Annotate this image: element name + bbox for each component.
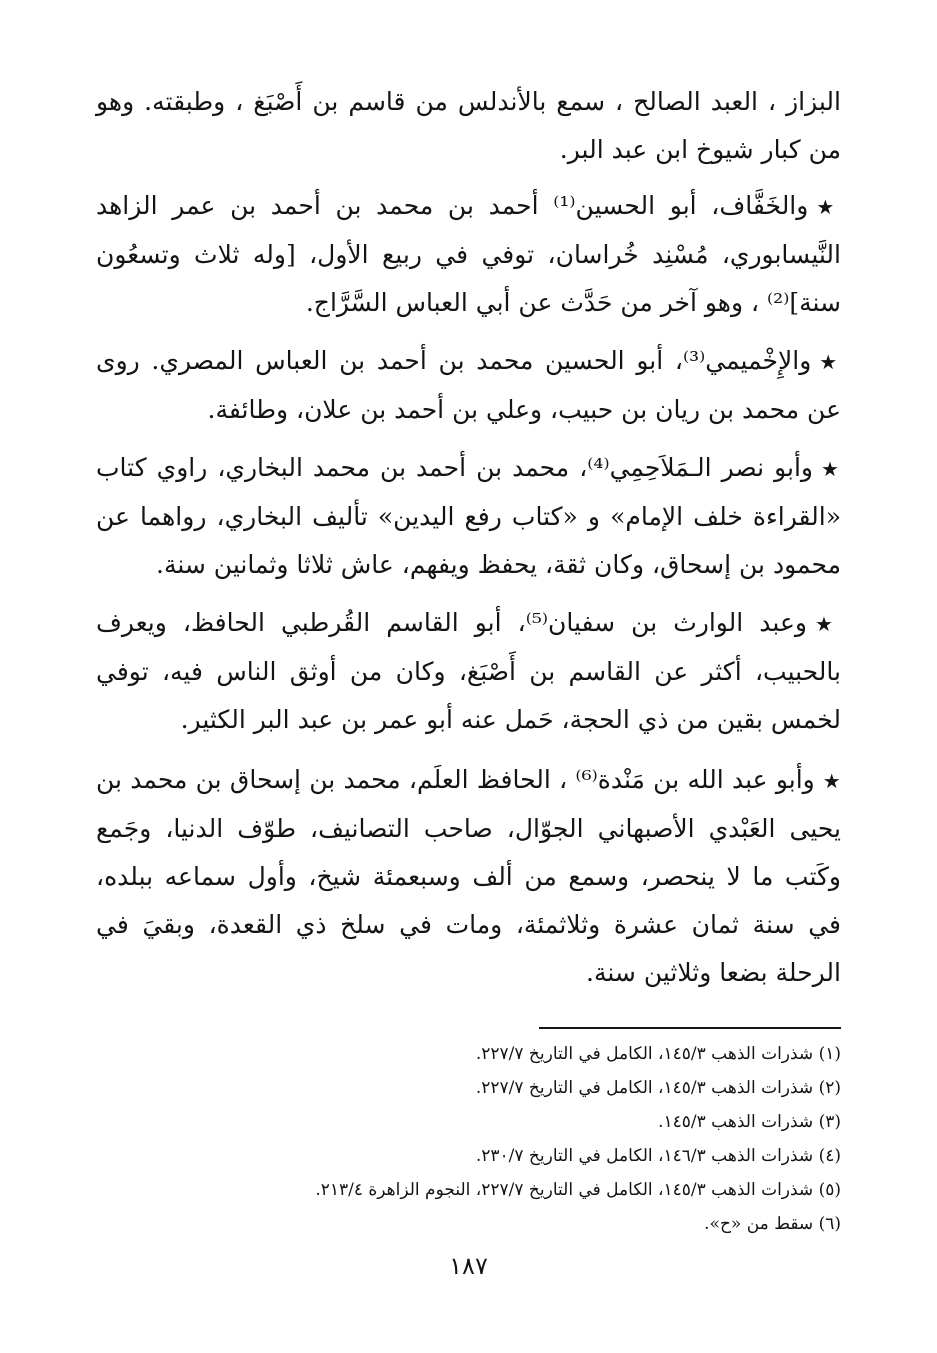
page-number: ١٨٧ [449, 1252, 488, 1280]
paragraph-5 [96, 756, 841, 997]
star-icon: ★ [822, 769, 841, 793]
footnote-1: (١) شذرات الذهب ١٤٥/٣، الكامل في التاريخ ٢٢٧/٧. [475, 1044, 841, 1064]
star-icon: ★ [820, 457, 841, 481]
footnote-4: (٤) شذرات الذهب ١٤٦/٣، الكامل في التاريخ ٢٣٠/٧. [475, 1146, 841, 1166]
footnotes [96, 1037, 841, 1241]
paragraph-text: وأبو نصر الـمَلاَحِمِي⁽⁴⁾، محمد بن أحمد بن محمد البخاري، راوي كتاب «القراءة خلف الإمام» و «كتاب رفع اليدين» تأليف البخاري، رواهما عن محمود بن إسحاق، وكان ثقة، يحفظ ويفهم، عاش ثلاثا وثمانين سنة. [96, 453, 841, 579]
footnote-3: (٣) شذرات الذهب ١٤٥/٣. [658, 1112, 841, 1132]
paragraph-text: وعبد الوارث بن سفيان⁽⁵⁾، أبو القاسم القُرطبي الحافظ، ويعرف بالحبيب، أكثر عن القاسم بن أَصْبَغ، وكان من أوثق الناس فيه، توفي لخمس بقين من ذي الحجة، حَمل عنه أبو عمر بن عبد البر الكثير. [96, 608, 841, 734]
paragraph-0 [96, 78, 841, 174]
paragraph-4 [96, 599, 841, 744]
paragraph-text: والخَفَّاف، أبو الحسين⁽¹⁾ أحمد بن محمد بن أحمد بن عمر الزاهد النَّيسابوري، مُسْنِد خُراسان، توفي في ربيع الأول، [وله ثلاث وتسعُون سنة]⁽²⁾ ، وهو آخر من حَدَّث عن أبي العباس السَّرَّاج. [96, 191, 841, 317]
footnote-2: (٢) شذرات الذهب ١٤٥/٣، الكامل في التاريخ ٢٢٧/٧. [475, 1078, 841, 1098]
paragraph-3 [96, 444, 841, 589]
footnote-5: (٥) شذرات الذهب ١٤٥/٣، الكامل في التاريخ ٢٢٧/٧، النجوم الزاهرة ٢١٣/٤. [315, 1180, 841, 1200]
star-icon: ★ [816, 195, 841, 219]
paragraph-text: وأبو عبد الله بن مَنْدة⁽⁶⁾ ، الحافظ العلَم، محمد بن إسحاق بن محمد بن يحيى العَبْدي الأصبهاني الجوّال، صاحب التصانيف، طوّف الدنيا، وجَمع وكَتب ما لا ينحصر، وسمع من ألف وسبعمئة شيخ، وأول سماعه ببلده، في سنة ثمان عشرة وثلاثمئة، ومات في سلخ ذي القعدة، وبقيَ في الرحلة بضعا وثلاثين سنة. [96, 765, 841, 987]
paragraph-1 [96, 182, 841, 327]
star-icon: ★ [814, 612, 842, 636]
footnote-6: (٦) سقط من «ح». [704, 1214, 841, 1234]
paragraph-2 [96, 337, 841, 434]
paragraph-text: البزاز ، العبد الصالح ، سمع بالأندلس من قاسم بن أَصْبَغ ، وطبقته. وهو من كبار شيوخ ابن عبد البر. [96, 87, 841, 164]
footnote-separator [539, 1027, 841, 1029]
paragraph-text: والإِخْميمي⁽³⁾، أبو الحسين محمد بن أحمد بن العباس المصري. روى عن محمد بن ريان بن حبيب، وعلي بن أحمد بن علان، وطائفة. [96, 346, 841, 424]
star-icon: ★ [819, 350, 841, 374]
